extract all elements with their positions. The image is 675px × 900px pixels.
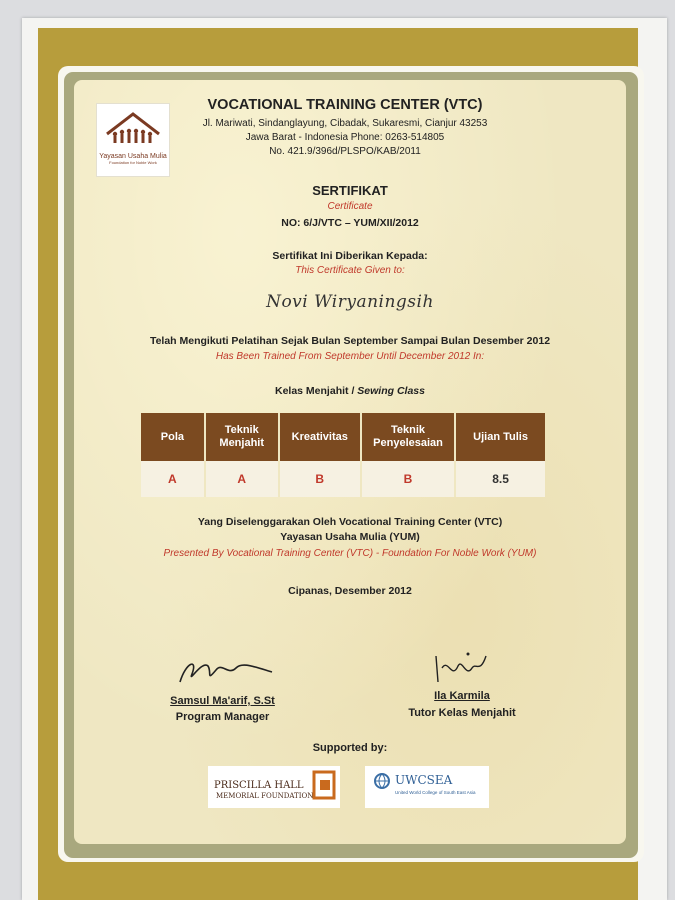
logo-subtext: Foundation for Noble Work	[109, 160, 157, 165]
training-period: Telah Mengikuti Pelatihan Sejak Bulan September Sampai Bulan Desember 2012	[149, 335, 551, 347]
certificate-title: SERTIFIKAT	[312, 183, 388, 198]
recipient-name: Novi Wiryaningsih	[266, 292, 434, 312]
grade-value: A	[206, 461, 280, 497]
right-signature-icon	[428, 648, 498, 688]
sponsor-1-line-1: PRISCILLA HALL	[214, 780, 304, 791]
org-registration: No. 421.9/396d/PLSPO/KAB/2011	[269, 146, 421, 157]
left-signer-role: Program Manager	[175, 711, 270, 723]
presented-line-en: Presented By Vocational Training Center (VTC) - Foundation For Noble Work (YUM)	[163, 548, 537, 559]
grade-header: Ujian Tulis	[456, 413, 545, 461]
org-name: VOCATIONAL TRAINING CENTER (VTC)	[207, 97, 483, 113]
uwcsea-globe-icon	[373, 772, 391, 790]
sponsor-2-name: UWCSEA	[395, 773, 453, 787]
grade-value: A	[141, 461, 206, 497]
class-name-id: Kelas Menjahit /	[275, 385, 358, 397]
given-to-label: Sertifikat Ini Diberikan Kepada:	[272, 250, 428, 262]
grade-header: Kreativitas	[280, 413, 362, 461]
sponsor-1-line-2: MEMORIAL FOUNDATION	[216, 792, 314, 800]
place-date: Cipanas, Desember 2012	[288, 585, 412, 597]
grade-value: 8.5	[456, 461, 545, 497]
grade-header: Teknik Menjahit	[206, 413, 280, 461]
org-address-2: Jawa Barat - Indonesia Phone: 0263-514805	[245, 132, 445, 143]
certificate-title-en: Certificate	[327, 201, 373, 212]
priscilla-hall-logo-icon	[312, 770, 336, 800]
class-name-en: Sewing Class	[357, 385, 425, 397]
grade-value: B	[280, 461, 362, 497]
left-signer-name: Samsul Ma'arif, S.St	[170, 695, 275, 707]
logo-text: Yayasan Usaha Mulia	[99, 153, 167, 160]
house-people-icon	[97, 104, 169, 150]
grades-header-row	[141, 413, 545, 461]
left-signature-icon	[172, 652, 282, 692]
supported-by-label: Supported by:	[312, 742, 388, 754]
sponsor-priscilla-hall	[208, 766, 340, 808]
presented-line-1: Yang Diselenggarakan Oleh Vocational Training Center (VTC)	[197, 516, 503, 528]
right-signer-role: Tutor Kelas Menjahit	[408, 707, 516, 719]
presented-line-2: Yayasan Usaha Mulia (YUM)	[280, 531, 420, 543]
sponsor-uwcsea	[365, 766, 489, 808]
right-signer-name: Ila Karmila	[434, 690, 490, 702]
grades-table	[141, 413, 545, 497]
sponsor-2-subtitle: United World College of South East Asia	[395, 790, 476, 795]
grade-header: Pola	[141, 413, 206, 461]
organization-logo	[96, 103, 170, 177]
grade-header: Teknik Penyelesaian	[362, 413, 456, 461]
training-period-en: Has Been Trained From September Until December 2012 In:	[215, 351, 485, 362]
class-name	[74, 385, 626, 397]
org-address-1: Jl. Mariwati, Sindanglayung, Cibadak, Sukaresmi, Cianjur 43253	[202, 118, 488, 129]
grades-value-row	[141, 461, 545, 497]
grade-value: B	[362, 461, 456, 497]
certificate-number: NO: 6/J/VTC – YUM/XII/2012	[281, 217, 419, 229]
given-to-label-en: This Certificate Given to:	[295, 265, 405, 276]
